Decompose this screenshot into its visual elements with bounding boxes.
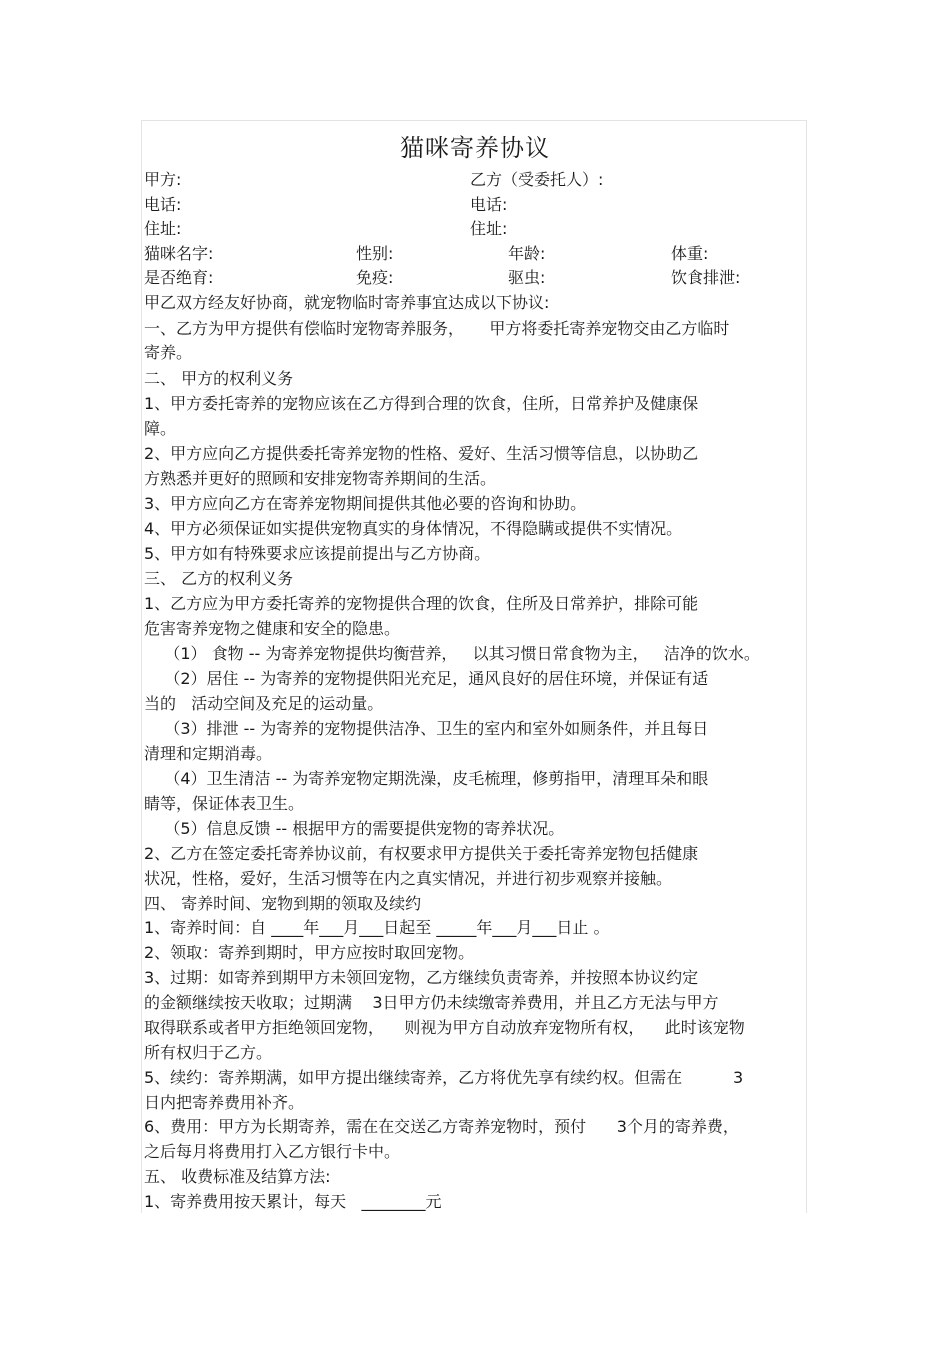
body-line: 日内把寄养费用补齐。 [144,1093,305,1112]
section-heading: 五、 收费标准及结算方法: [144,1167,331,1186]
body-line: （2）居住 -- 为寄养的宠物提供阳光充足，通风良好的居住环境，并保证有适 [144,669,709,688]
gender-label: 性别: [356,244,394,263]
neutered-label: 是否绝育: [144,268,214,287]
body-line: 1、寄养费用按天累计，每天 ________元 [144,1192,442,1211]
party-b-label: 乙方（受委托人）: [470,170,604,189]
body-line: 5、续约：寄养期满，如甲方提出继续寄养，乙方将优先享有续约权。但需在 3 [144,1068,744,1087]
body-line: 的金额继续按天收取；过期满 3日甲方仍未续缴寄养费用，并且乙方无法与甲方 [144,993,719,1012]
body-line: 一、乙方为甲方提供有偿临时宠物寄养服务， 甲方将委托寄养宠物交由乙方临时 [144,319,730,338]
body-line: 4、甲方必须保证如实提供宠物真实的身体情况，不得隐瞒或提供不实情况。 [144,519,683,538]
party-a-label: 甲方: [144,170,182,189]
body-line: 3、过期：如寄养到期甲方未领回宠物，乙方继续负责寄养，并按照本协议约定 [144,968,699,987]
vaccine-label: 免疫: [356,268,394,287]
body-line: 当的 活动空间及充足的运动量。 [144,694,384,713]
weight-label: 体重: [671,244,709,263]
body-line: 2、甲方应向乙方提供委托寄养宠物的性格、爱好、生活习惯等信息，以协助乙 [144,444,699,463]
phone-a-label: 电话: [144,195,182,214]
body-line: 清理和定期消毒。 [144,744,273,763]
body-line: 2、领取：寄养到期时，甲方应按时取回宠物。 [144,943,475,962]
deworm-label: 驱虫: [508,268,546,287]
section-heading: 二、 甲方的权利义务 [144,369,294,388]
body-line: （4）卫生清洁 -- 为寄养宠物定期洗澡，皮毛梳理，修剪指甲，清理耳朵和眼 [144,769,709,788]
body-line: 寄养。 [144,343,193,362]
document-title: 猫咪寄养协议 [400,134,550,162]
address-a-label: 住址: [144,219,182,238]
body-line: 6、费用：甲方为长期寄养，需在在交送乙方寄养宠物时，预付 3个月的寄养费， [144,1117,739,1136]
body-line: 1、甲方委托寄养的宠物应该在乙方得到合理的饮食，住所，日常养护及健康保 [144,394,699,413]
body-line: 5、甲方如有特殊要求应该提前提出与乙方协商。 [144,544,491,563]
section-heading: 四、 寄养时间、宠物到期的领取及续约 [144,894,422,913]
body-line: （5）信息反馈 -- 根据甲方的需要提供宠物的寄养状况。 [144,819,565,838]
body-line: 取得联系或者甲方拒绝领回宠物， 则视为甲方自动放弃宠物所有权， 此时该宠物 [144,1018,745,1037]
body-line: 危害寄养宠物之健康和安全的隐患。 [144,619,401,638]
body-line: 睛等，保证体表卫生。 [144,794,305,813]
address-b-label: 住址: [470,219,508,238]
body-line: （1） 食物 -- 为寄养宠物提供均衡营养， 以其习惯日常食物为主， 洁净的饮水。 [144,644,760,663]
body-line: 1、寄养时间：自 ____年___月___日起至 _____年___月___日止 。 [144,918,610,937]
body-line: 所有权归于乙方。 [144,1043,273,1062]
phone-b-label: 电话: [470,195,508,214]
body-line: （3）排泄 -- 为寄养的宠物提供洁净、卫生的室内和室外如厕条件，并且每日 [144,719,709,738]
cat-name-label: 猫咪名字: [144,244,214,263]
body-line: 之后每月将费用打入乙方银行卡中。 [144,1142,401,1161]
body-line: 方熟悉并更好的照顾和安排宠物寄养期间的生活。 [144,469,497,488]
diet-label: 饮食排泄: [671,268,741,287]
body-line: 2、乙方在签定委托寄养协议前，有权要求甲方提供关于委托寄养宠物包括健康 [144,844,699,863]
body-line: 3、甲方应向乙方在寄养宠物期间提供其他必要的咨询和协助。 [144,494,587,513]
body-line: 状况，性格，爱好，生活习惯等在内之真实情况，并进行初步观察并接触。 [144,869,673,888]
age-label: 年龄: [508,244,546,263]
body-line: 甲乙双方经友好协商，就宠物临时寄养事宜达成以下协议: [144,293,550,312]
body-line: 1、乙方应为甲方委托寄养的宠物提供合理的饮食，住所及日常养护，排除可能 [144,594,699,613]
section-heading: 三、 乙方的权利义务 [144,569,294,588]
body-line: 障。 [144,419,177,438]
